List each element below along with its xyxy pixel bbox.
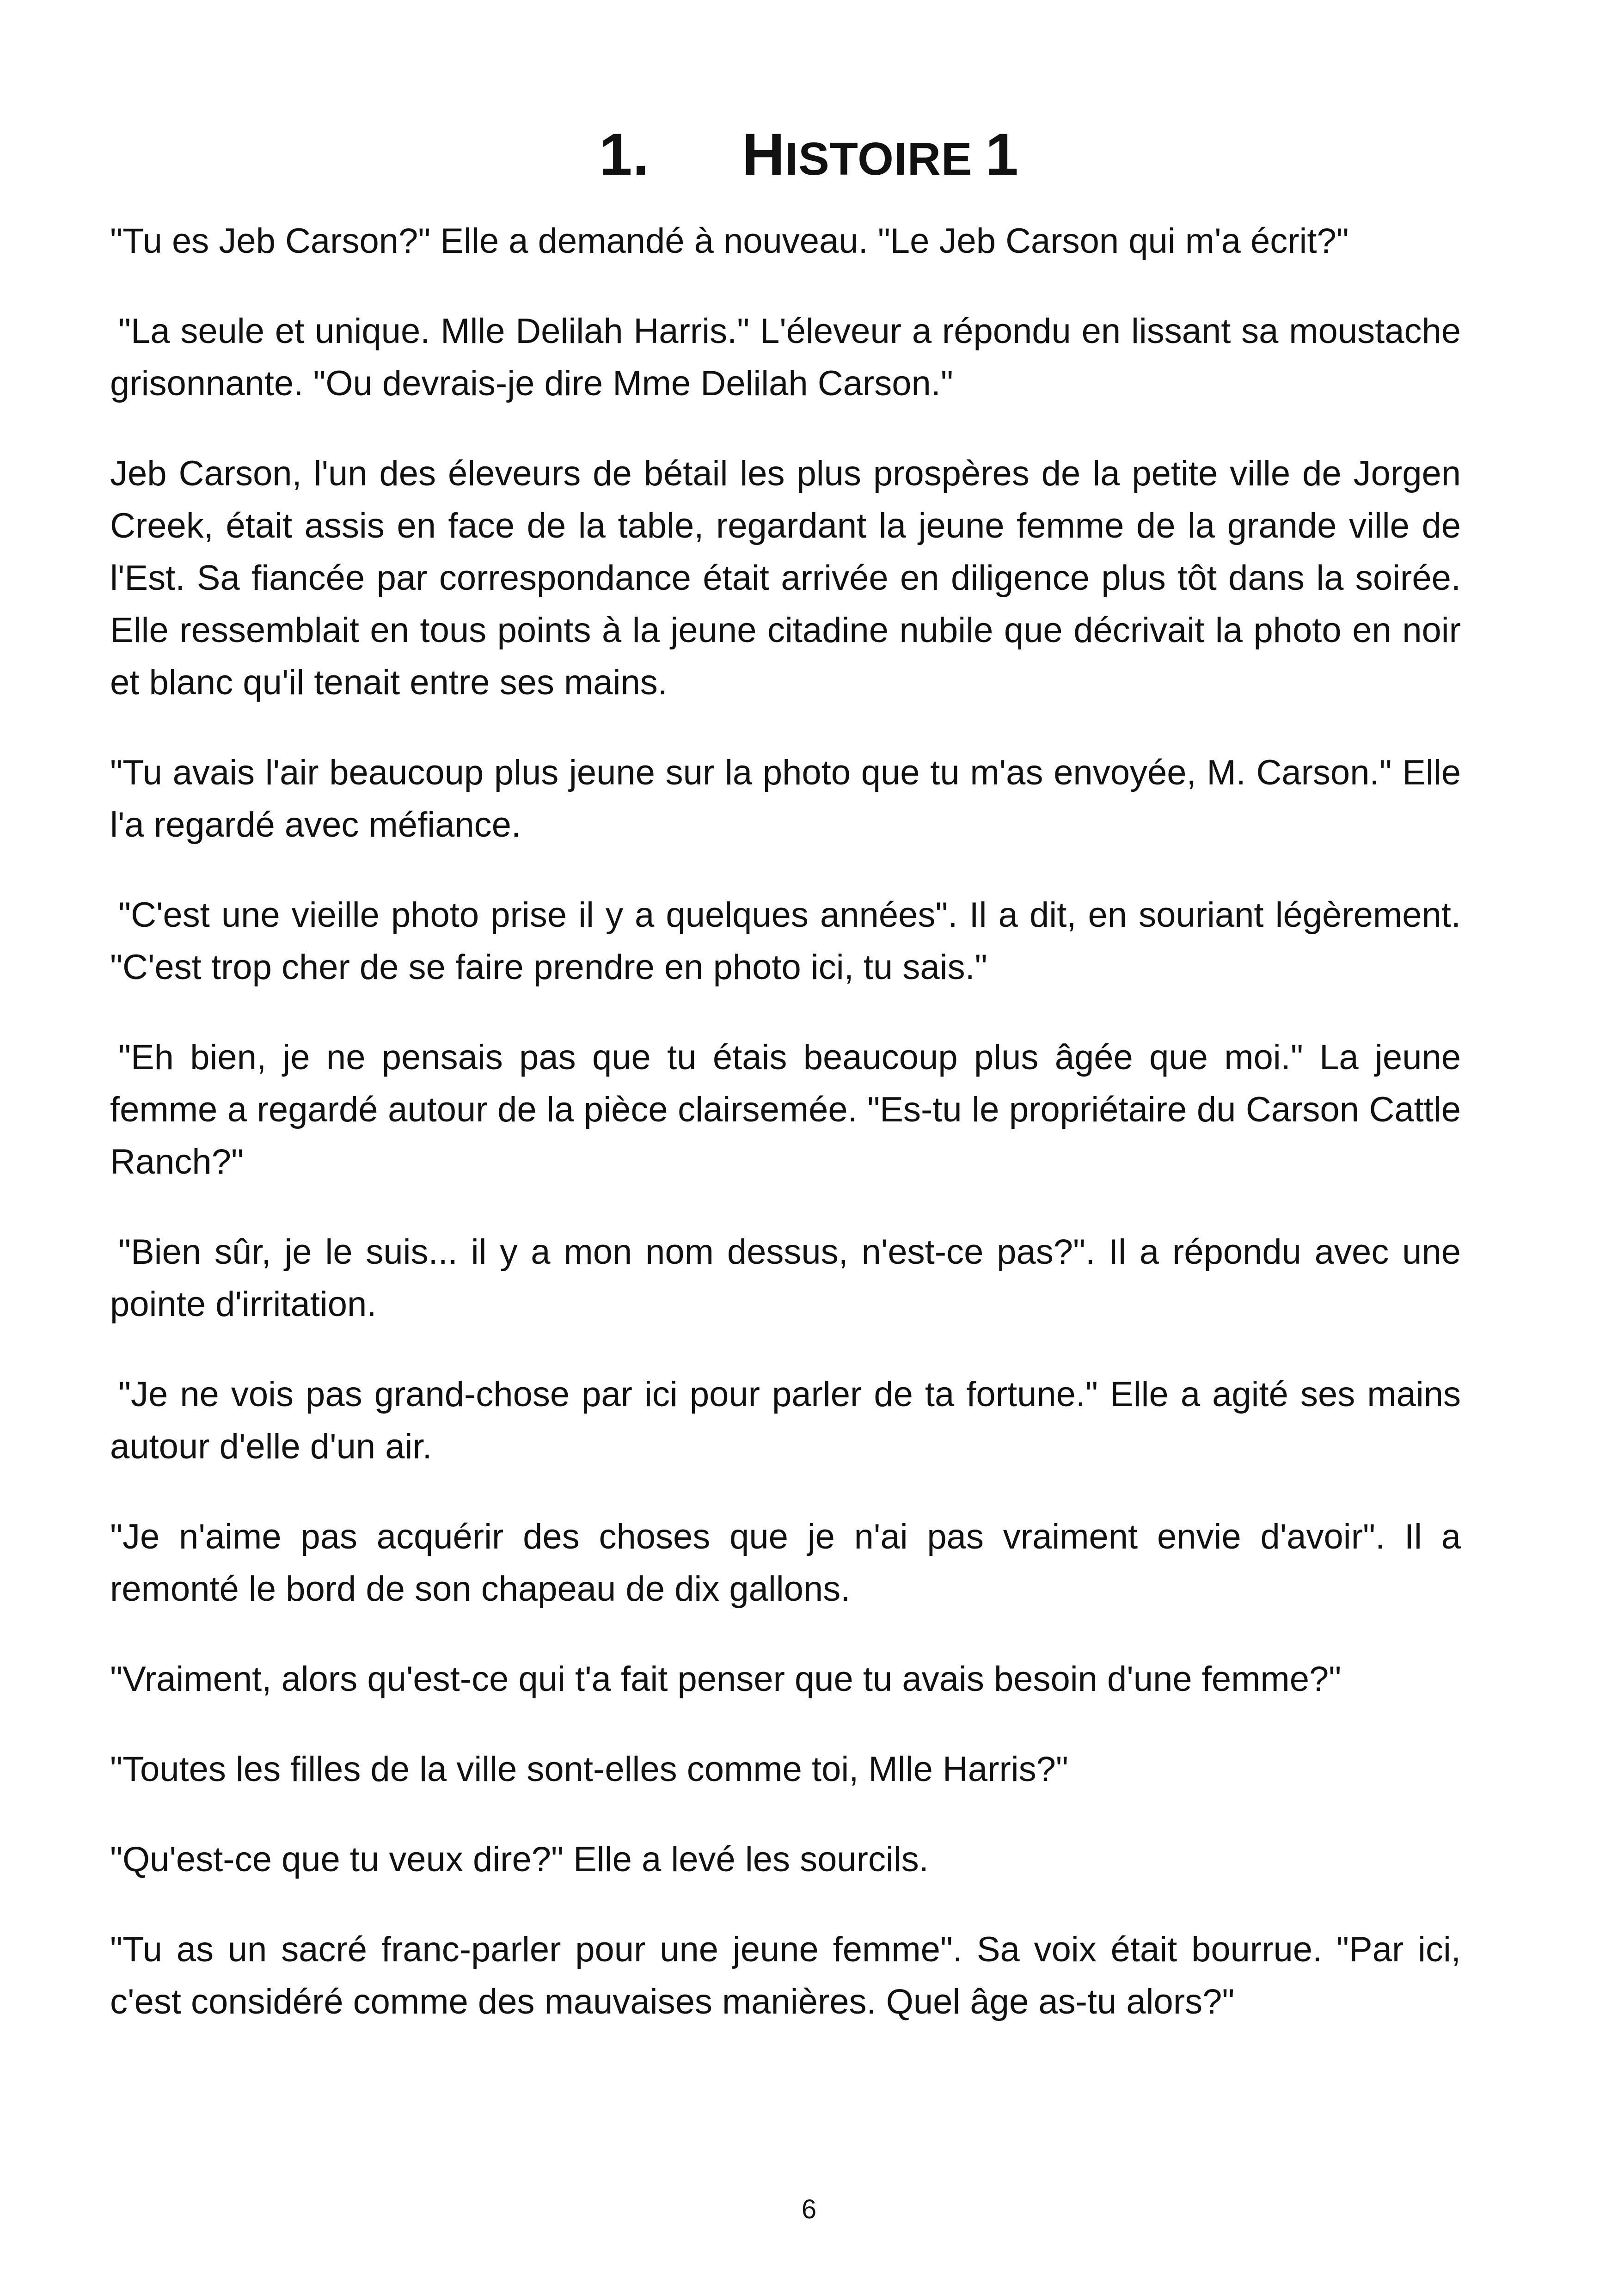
paragraph: "Tu as un sacré franc-parler pour une jeune femme". Sa voix était bourrue. "Par ici, c'est considéré comme des mauvaises manières. Quel âge as-tu alors?" bbox=[110, 1930, 1461, 2021]
page-number: 6 bbox=[801, 2194, 817, 2224]
paragraph: "Toutes les filles de la ville sont-elles comme toi, Mlle Harris?" bbox=[110, 1750, 1068, 1789]
paragraph: Jeb Carson, l'un des éleveurs de bétail les plus prospères de la petite ville de Jorgen Creek, était assis en face de la table, regardant la jeune femme de la grande ville de l'Est. Sa fiancée par correspondance était arrivée en diligence plus tôt dans la soirée. Elle ressemblait en tous points à la jeune citadine nubile que décrivait la photo en noir et blanc qu'il tenait entre ses mains. bbox=[110, 454, 1461, 702]
chapter-number: 1. bbox=[599, 122, 650, 188]
chapter-heading bbox=[0, 116, 1618, 198]
paragraph: "Eh bien, je ne pensais pas que tu étais beaucoup plus âgée que moi." La jeune femme a regardé autour de la pièce clairsemée. "Es-tu le propriétaire du Carson Cattle Ranch?" bbox=[110, 1038, 1461, 1182]
chapter-title bbox=[742, 116, 1019, 198]
paragraph: "Bien sûr, je le suis... il y a mon nom dessus, n'est-ce pas?". Il a répondu avec une pointe d'irritation. bbox=[110, 1232, 1461, 1324]
paragraph: "Tu es Jeb Carson?" Elle a demandé à nouveau. "Le Jeb Carson qui m'a écrit?" bbox=[110, 221, 1349, 261]
chapter-title-number: 1 bbox=[985, 122, 1019, 188]
paragraph: "Je n'aime pas acquérir des choses que je n'ai pas vraiment envie d'avoir". Il a remonté le bord de son chapeau de dix gallons. bbox=[110, 1517, 1461, 1609]
chapter-title-rest: ISTOIRE bbox=[785, 133, 973, 185]
chapter-title-initial: H bbox=[742, 122, 785, 188]
paragraph: "Je ne vois pas grand-chose par ici pour parler de ta fortune." Elle a agité ses mains autour d'elle d'un air. bbox=[110, 1375, 1461, 1466]
story-body bbox=[110, 215, 1461, 2066]
paragraph: "Tu avais l'air beaucoup plus jeune sur la photo que tu m'as envoyée, M. Carson." Elle l'a regardé avec méfiance. bbox=[110, 753, 1461, 845]
paragraph: "Vraiment, alors qu'est-ce qui t'a fait penser que tu avais besoin d'une femme?" bbox=[110, 1659, 1342, 1699]
paragraph: "La seule et unique. Mlle Delilah Harris." L'éleveur a répondu en lissant sa moustache grisonnante. "Ou devrais-je dire Mme Delilah Carson." bbox=[110, 312, 1461, 403]
paragraph: "C'est une vieille photo prise il y a quelques années". Il a dit, en souriant légèrement. "C'est trop cher de se faire prendre en photo ici, tu sais." bbox=[110, 895, 1461, 987]
paragraph: "Qu'est-ce que tu veux dire?" Elle a levé les sourcils. bbox=[110, 1840, 929, 1879]
